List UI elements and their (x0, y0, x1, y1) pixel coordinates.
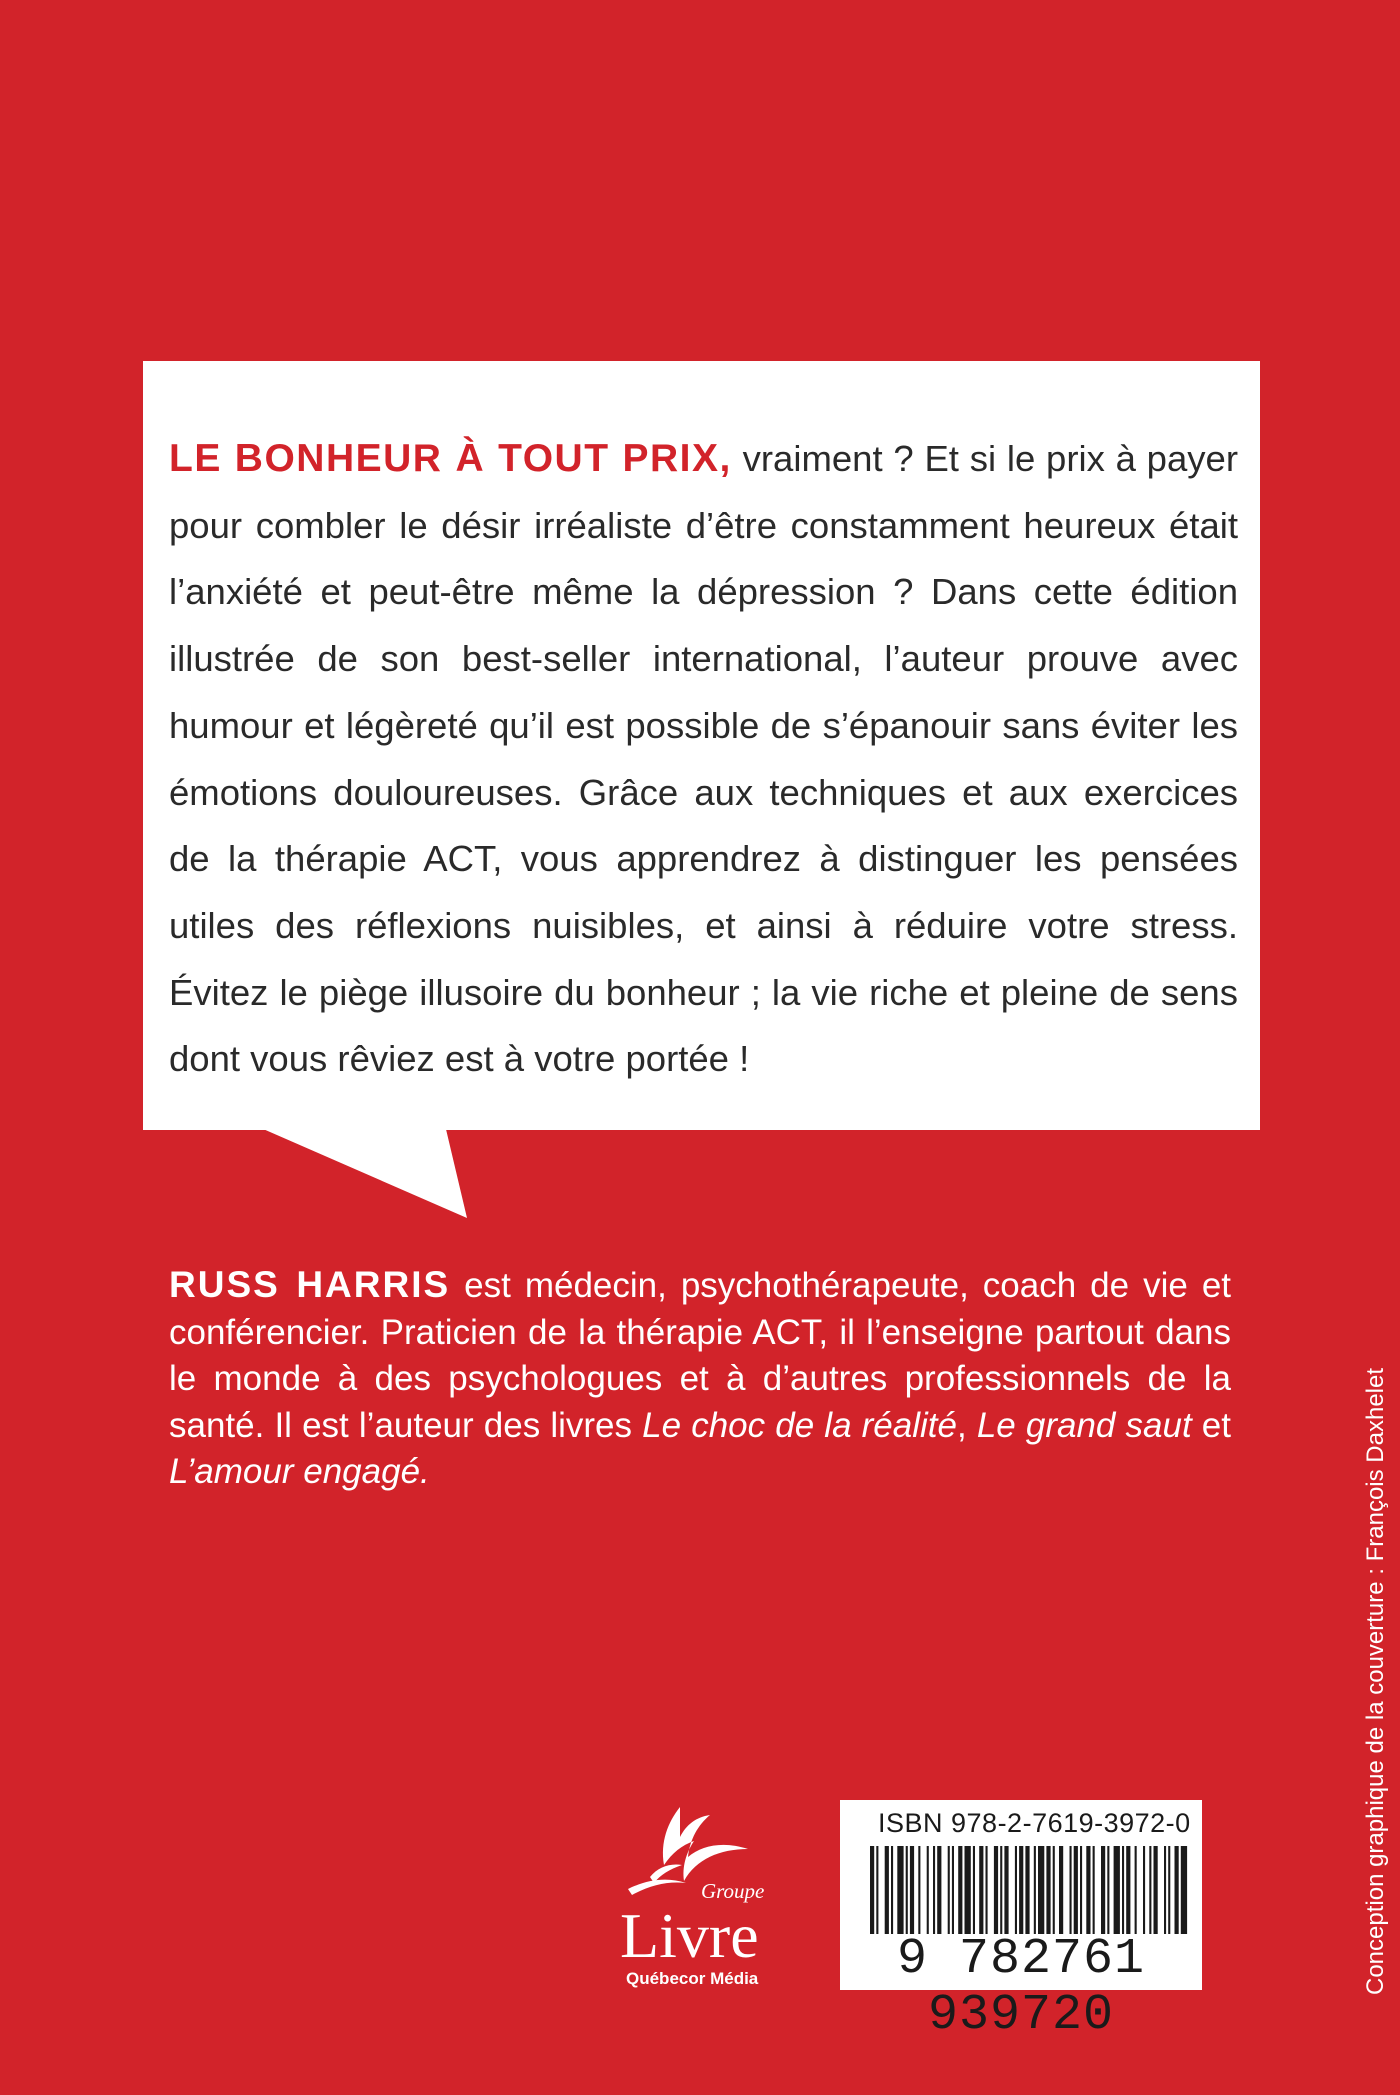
barcode-bar (1181, 1846, 1187, 1934)
barcode-bar (1175, 1846, 1179, 1934)
publisher-logo (598, 1797, 798, 1997)
author-name: RUSS HARRIS (169, 1264, 451, 1305)
barcode-bar (1019, 1846, 1023, 1934)
barcode-bar (937, 1846, 941, 1934)
barcode-bar (979, 1846, 983, 1934)
barcode-bar (885, 1846, 889, 1934)
publisher-line3: Québecor Média (626, 1969, 759, 1988)
barcode-bar (1015, 1846, 1017, 1934)
barcode-bar (1149, 1846, 1151, 1934)
barcode-bar (1164, 1846, 1166, 1934)
blurb-paragraph (169, 426, 1238, 1093)
barcode-bar (927, 1846, 929, 1934)
book-title-2: Le grand saut (976, 1405, 1192, 1445)
barcode-bar (906, 1846, 908, 1934)
barcode-bar (1074, 1846, 1078, 1934)
barcode-bar (1034, 1846, 1036, 1934)
isbn-barcode (840, 1800, 1202, 2044)
barcode-bar (1053, 1846, 1055, 1934)
barcode-bar (1143, 1846, 1145, 1934)
barcode-bar (1093, 1846, 1095, 1934)
book-title-3: L’amour engagé. (169, 1452, 430, 1491)
barcode-bar (918, 1846, 920, 1934)
barcode-bar (1168, 1846, 1170, 1934)
barcode-bar (973, 1846, 975, 1934)
barcode-bar (965, 1846, 971, 1934)
barcode-bar (986, 1846, 988, 1934)
barcode-bar (1086, 1846, 1090, 1934)
barcode-bar (1107, 1846, 1109, 1934)
barcode-bar (1126, 1846, 1130, 1934)
barcode-bar (876, 1846, 878, 1934)
publisher-line2: Livre (620, 1900, 759, 1971)
barcode-bar (1070, 1846, 1072, 1934)
author-bio-text: est médecin, psychothérapeute, coach de vie et conférencier. Praticien de la thérapie ACT, il l’enseigne partout dans le monde à des psychologues et à d’autres professionnels de la santé. Il est l’auteur des livres (169, 1266, 1232, 1445)
barcode-bar (1114, 1846, 1120, 1934)
barcode-bar (891, 1846, 893, 1934)
barcode-bar (1046, 1846, 1050, 1934)
barcode-bar (1059, 1846, 1063, 1934)
author-bio (169, 1262, 1231, 1496)
speech-bubble (143, 361, 1260, 1130)
bird-leaf-icon (598, 1797, 798, 1997)
barcode-bar (1135, 1846, 1137, 1934)
barcode-bar (1101, 1846, 1105, 1934)
blurb-text: vraiment ? Et si le prix à payer pour combler le désir irréaliste d’être constamment heureux était l’anxiété et peut-être même la dépression ? Dans cette édition illustrée de son best-seller international, l’auteur prouve avec humour et légèreté qu’il est possible de s’épanouir sans éviter les émotions douloureuses. Grâce aux techniques et aux exercices de la thérapie ACT, vous apprendrez à distinguer les pensées utiles des réflexions nuisibles, et ainsi à réduire votre stress. Évitez le piège illusoire du bonheur ; la vie riche et pleine de sens dont vous rêviez est à votre portée ! (169, 438, 1238, 1080)
barcode-bar (933, 1846, 935, 1934)
barcode-bar (1080, 1846, 1082, 1934)
barcode-digits: 9 782761 939720 (896, 1931, 1146, 2044)
book-title-1: Le choc de la réalité (642, 1405, 957, 1445)
barcode-bar (1038, 1846, 1044, 1934)
cover-design-credit: Conception graphique de la couverture : François Daxhelet (1362, 1367, 1389, 1995)
isbn-label: ISBN 978-2-7619-3972-0 (878, 1808, 1191, 1838)
barcode-bar (1025, 1846, 1029, 1934)
barcode-bar (1004, 1846, 1008, 1934)
barcode-bar (870, 1846, 874, 1934)
book-separator-1: , (956, 1405, 977, 1445)
blurb-highlight: LE BONHEUR À TOUT PRIX, (169, 437, 732, 480)
barcode-bar (897, 1846, 903, 1934)
barcode-bar (958, 1846, 962, 1934)
barcode-bar (948, 1846, 950, 1934)
barcode-bar (910, 1846, 914, 1934)
publisher-line1: Groupe (701, 1879, 765, 1903)
book-separator-2: et (1191, 1405, 1231, 1445)
barcode-bar (952, 1846, 954, 1934)
barcode-bar (1154, 1846, 1158, 1934)
barcode-bar (994, 1846, 998, 1934)
barcode-bar (1122, 1846, 1124, 1934)
barcode-bar (1000, 1846, 1002, 1934)
